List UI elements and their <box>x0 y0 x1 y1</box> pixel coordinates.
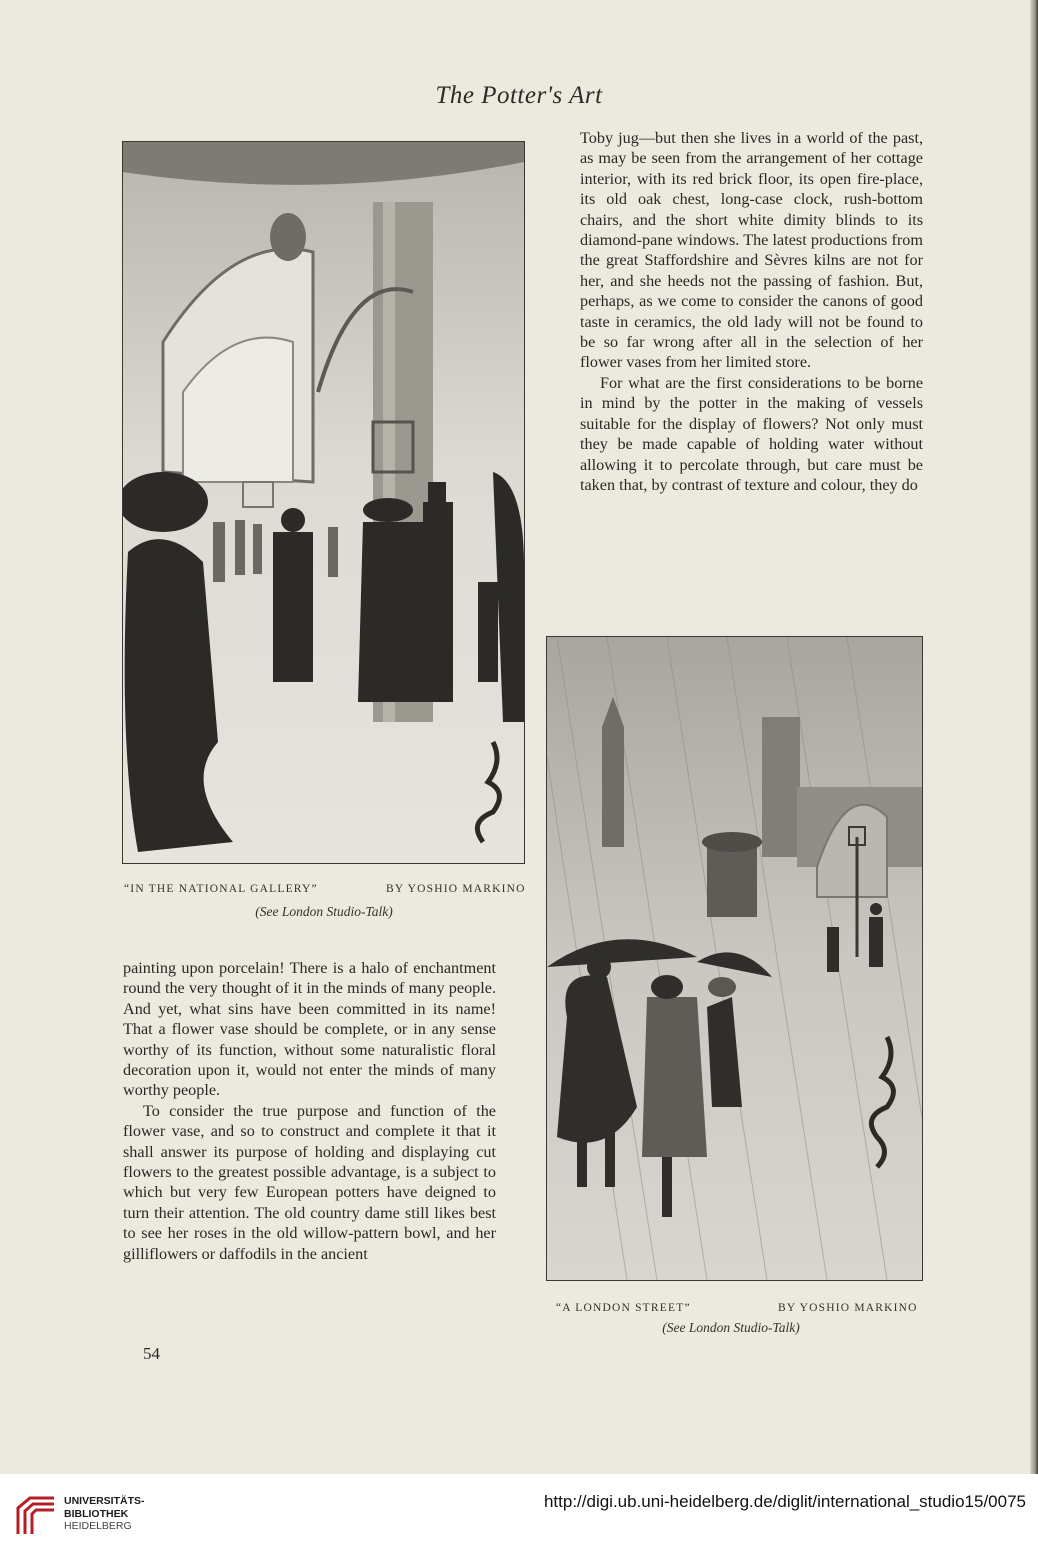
library-line2: BIBLIOTHEK <box>64 1507 129 1520</box>
library-line3: HEIDELBERG <box>64 1520 132 1532</box>
figure2-note: (See London Studio-Talk) <box>662 1320 800 1335</box>
street-sketch <box>547 637 922 1280</box>
figure1-note: (See London Studio-Talk) <box>255 904 393 919</box>
paragraph: For what are the first considerations to be borne in mind by the potter in the making of vessels suitable for the display of flowers? Not only must they be made capable of holding water without allowing it to percolate through, but care must be taken that, by contrast of texture and colour, they do <box>580 373 923 494</box>
text-column-left <box>123 958 496 1264</box>
paragraph: To consider the true purpose and function of the flower vase, and so to construct and complete it that it shall answer its purpose of holding and displaying cut flowers to the greatest possible advantage, is a subject to which but very few European potters have deigned to turn their attention. The old country dame still likes best to see her roses in the old willow-pattern bowl, and her gilliflowers or daffodils in the ancient <box>123 1101 496 1263</box>
page-number: 54 <box>143 1344 160 1363</box>
figure1-artist: BY YOSHIO MARKINO <box>386 883 526 895</box>
library-name <box>64 1495 145 1533</box>
illustration-london-street <box>546 636 923 1281</box>
viewer-footer <box>0 1474 1038 1559</box>
paragraph: painting upon porcelain! There is a halo of enchantment round the very thought of it in the minds of many people. And yet, what sins have been committed in its name! That a flower vase should be complete, or in any sense worthy of its function, without some naturalistic floral decoration upon it, would not enter the minds of many worthy people. <box>123 959 496 1100</box>
page-edge <box>1030 0 1038 1474</box>
gallery-sketch <box>123 142 524 863</box>
figure1-title: “IN THE NATIONAL GALLERY” <box>124 883 318 895</box>
library-logo-icon <box>14 1494 58 1538</box>
source-url-link[interactable]: http://digi.ub.uni-heidelberg.de/diglit/international_studio15/0075 <box>543 1492 1026 1511</box>
text-column-right <box>580 128 923 495</box>
figure2-title: “A LONDON STREET” <box>556 1302 691 1314</box>
figure2-artist: BY YOSHIO MARKINO <box>778 1302 918 1314</box>
running-head: The Potter's Art <box>435 82 603 109</box>
illustration-national-gallery <box>122 141 525 864</box>
library-line1: UNIVERSITÄTS- <box>64 1495 145 1507</box>
paragraph: Toby jug—but then she lives in a world of the past, as may be seen from the arrangement of her cottage interior, with its red brick floor, its open fire-place, its old oak chest, long-case clock, rush-bottom chairs, and the short white dimity blinds to its diamond-pane windows. The latest productions from the great Staffordshire and Sèvres kilns are not for her, and she heeds not the passing of fashion. But, perhaps, as we come to consider the canons of good taste in ceramics, the old lady will not be found to be so far wrong after all in the selection of her flower vases from her limited store. <box>580 129 923 372</box>
